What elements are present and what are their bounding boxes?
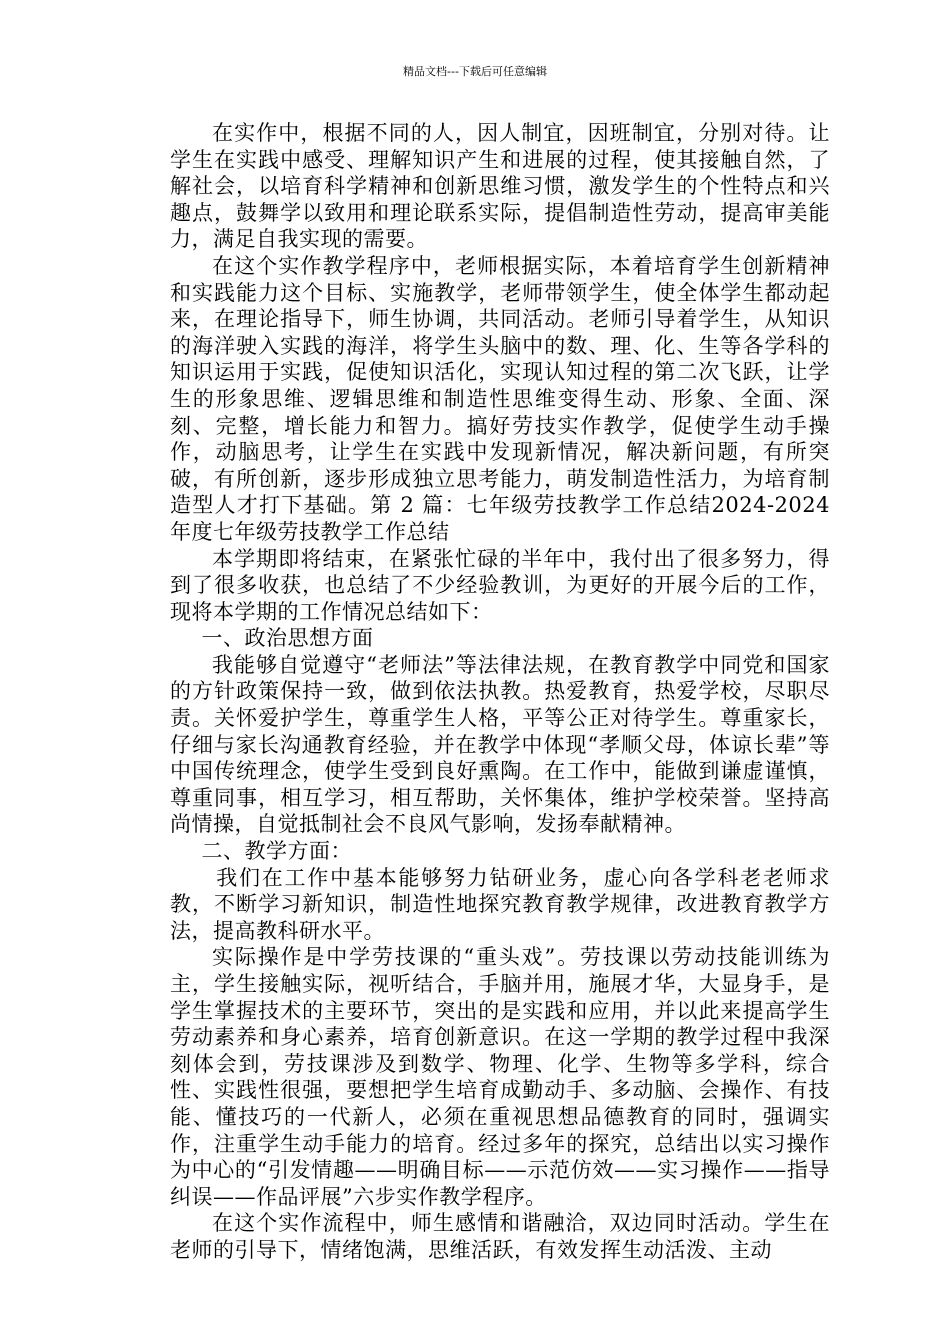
paragraph-2: 在这个实作教学程序中，老师根据实际，本着培育学生创新精神和实践能力这个目标、实施教学，老师带领学生，使全体学生都动起来，在理论指导下，师生协调，共同活动。老师引导着学生，从知识的海洋驶入实践的海洋，将学生头脑中的数、理、化、生等各学科的知识运用于实践，促使知识活化，实现认知过程的第二次飞跃，让学生的形象思维、逻辑思维和制造性思维变得生动、形象、全面、深刻、完整，增长能力和智力。搞好劳技实作教学，促使学生动手操作，动脑思考，让学生在实践中发现新情况，解决新问题，有所突破，有所创新，逐步形成独立思考能力，萌发制造性活力，为培育制造型人才打下基础。第 2 篇：七年级劳技教学工作总结2024-2024 年度七年级劳技教学工作总结: [170, 253, 830, 544]
paragraph-1: 在实作中，根据不同的人，因人制宜，因班制宜，分别对待。让学生在实践中感受、理解知识产生和进展的过程，使其接触自然，了解社会，以培育科学精神和创新思维习惯，激发学生的个性特点和兴趣点，鼓舞学以致用和理论联系实际，提倡制造性劳动，提高审美能力，满足自我实现的需要。: [170, 121, 830, 252]
paragraph-5: 我们在工作中基本能够努力钻研业务，虚心向各学科老老师求教，不断学习新知识，制造性地探究教育教学规律，改进教育教学方法，提高教科研水平。: [170, 865, 830, 943]
paragraph-7: 在这个实作流程中，师生感情和谐融洽，双边同时活动。学生在老师的引导下，情绪饱满，思维活跃，有效发挥生动活泼、主动: [170, 1211, 830, 1262]
document-body: [170, 120, 830, 1264]
page-header: 精品文档---下载后可任意编辑: [403, 65, 547, 78]
section-heading-politics: 一、政治思想方面: [201, 626, 374, 651]
paragraph-3: 本学期即将结束，在紧张忙碌的半年中，我付出了很多努力，得到了很多收获，也总结了不少经验教训，为更好的开展今后的工作，现将本学期的工作情况总结如下：: [170, 546, 830, 624]
paragraph-6: 实际操作是中学劳技课的“重头戏”。劳技课以劳动技能训练为主，学生接触实际，视听结合，手脑并用，施展才华，大显身手，是学生掌握技术的主要环节，突出的是实践和应用，并以此来提高学生劳动素养和身心素养，培育创新意识。在这一学期的教学过程中我深刻体会到，劳技课涉及到数学、物理、化学、生物等多学科，综合性、实践性很强，要想把学生培育成勤动手、多动脑、会操作、有技能、懂技巧的一代新人，必须在重视思想品德教育的同时，强调实作，注重学生动手能力的培育。经过多年的探究，总结出以实习操作为中心的“引发情趣——明确目标——示范仿效——实习操作——指导纠误——作品评展”六步实作教学程序。: [170, 945, 830, 1209]
section-heading-teaching: 二、教学方面：: [201, 839, 352, 864]
paragraph-4: 我能够自觉遵守“老师法”等法律法规，在教育教学中同党和国家的方针政策保持一致，做到依法执教。热爱教育，热爱学校，尽职尽责。关怀爱护学生，尊重学生人格，平等公正对待学生。尊重家长，仔细与家长沟通教育经验，并在教学中体现“孝顺父母，体谅长辈”等中国传统理念，使学生受到良好熏陶。在工作中，能做到谦虚谨慎，尊重同事，相互学习，相互帮助，关怀集体，维护学校荣誉。坚持高尚情操，自觉抵制社会不良风气影响，发扬奉献精神。: [170, 652, 830, 837]
